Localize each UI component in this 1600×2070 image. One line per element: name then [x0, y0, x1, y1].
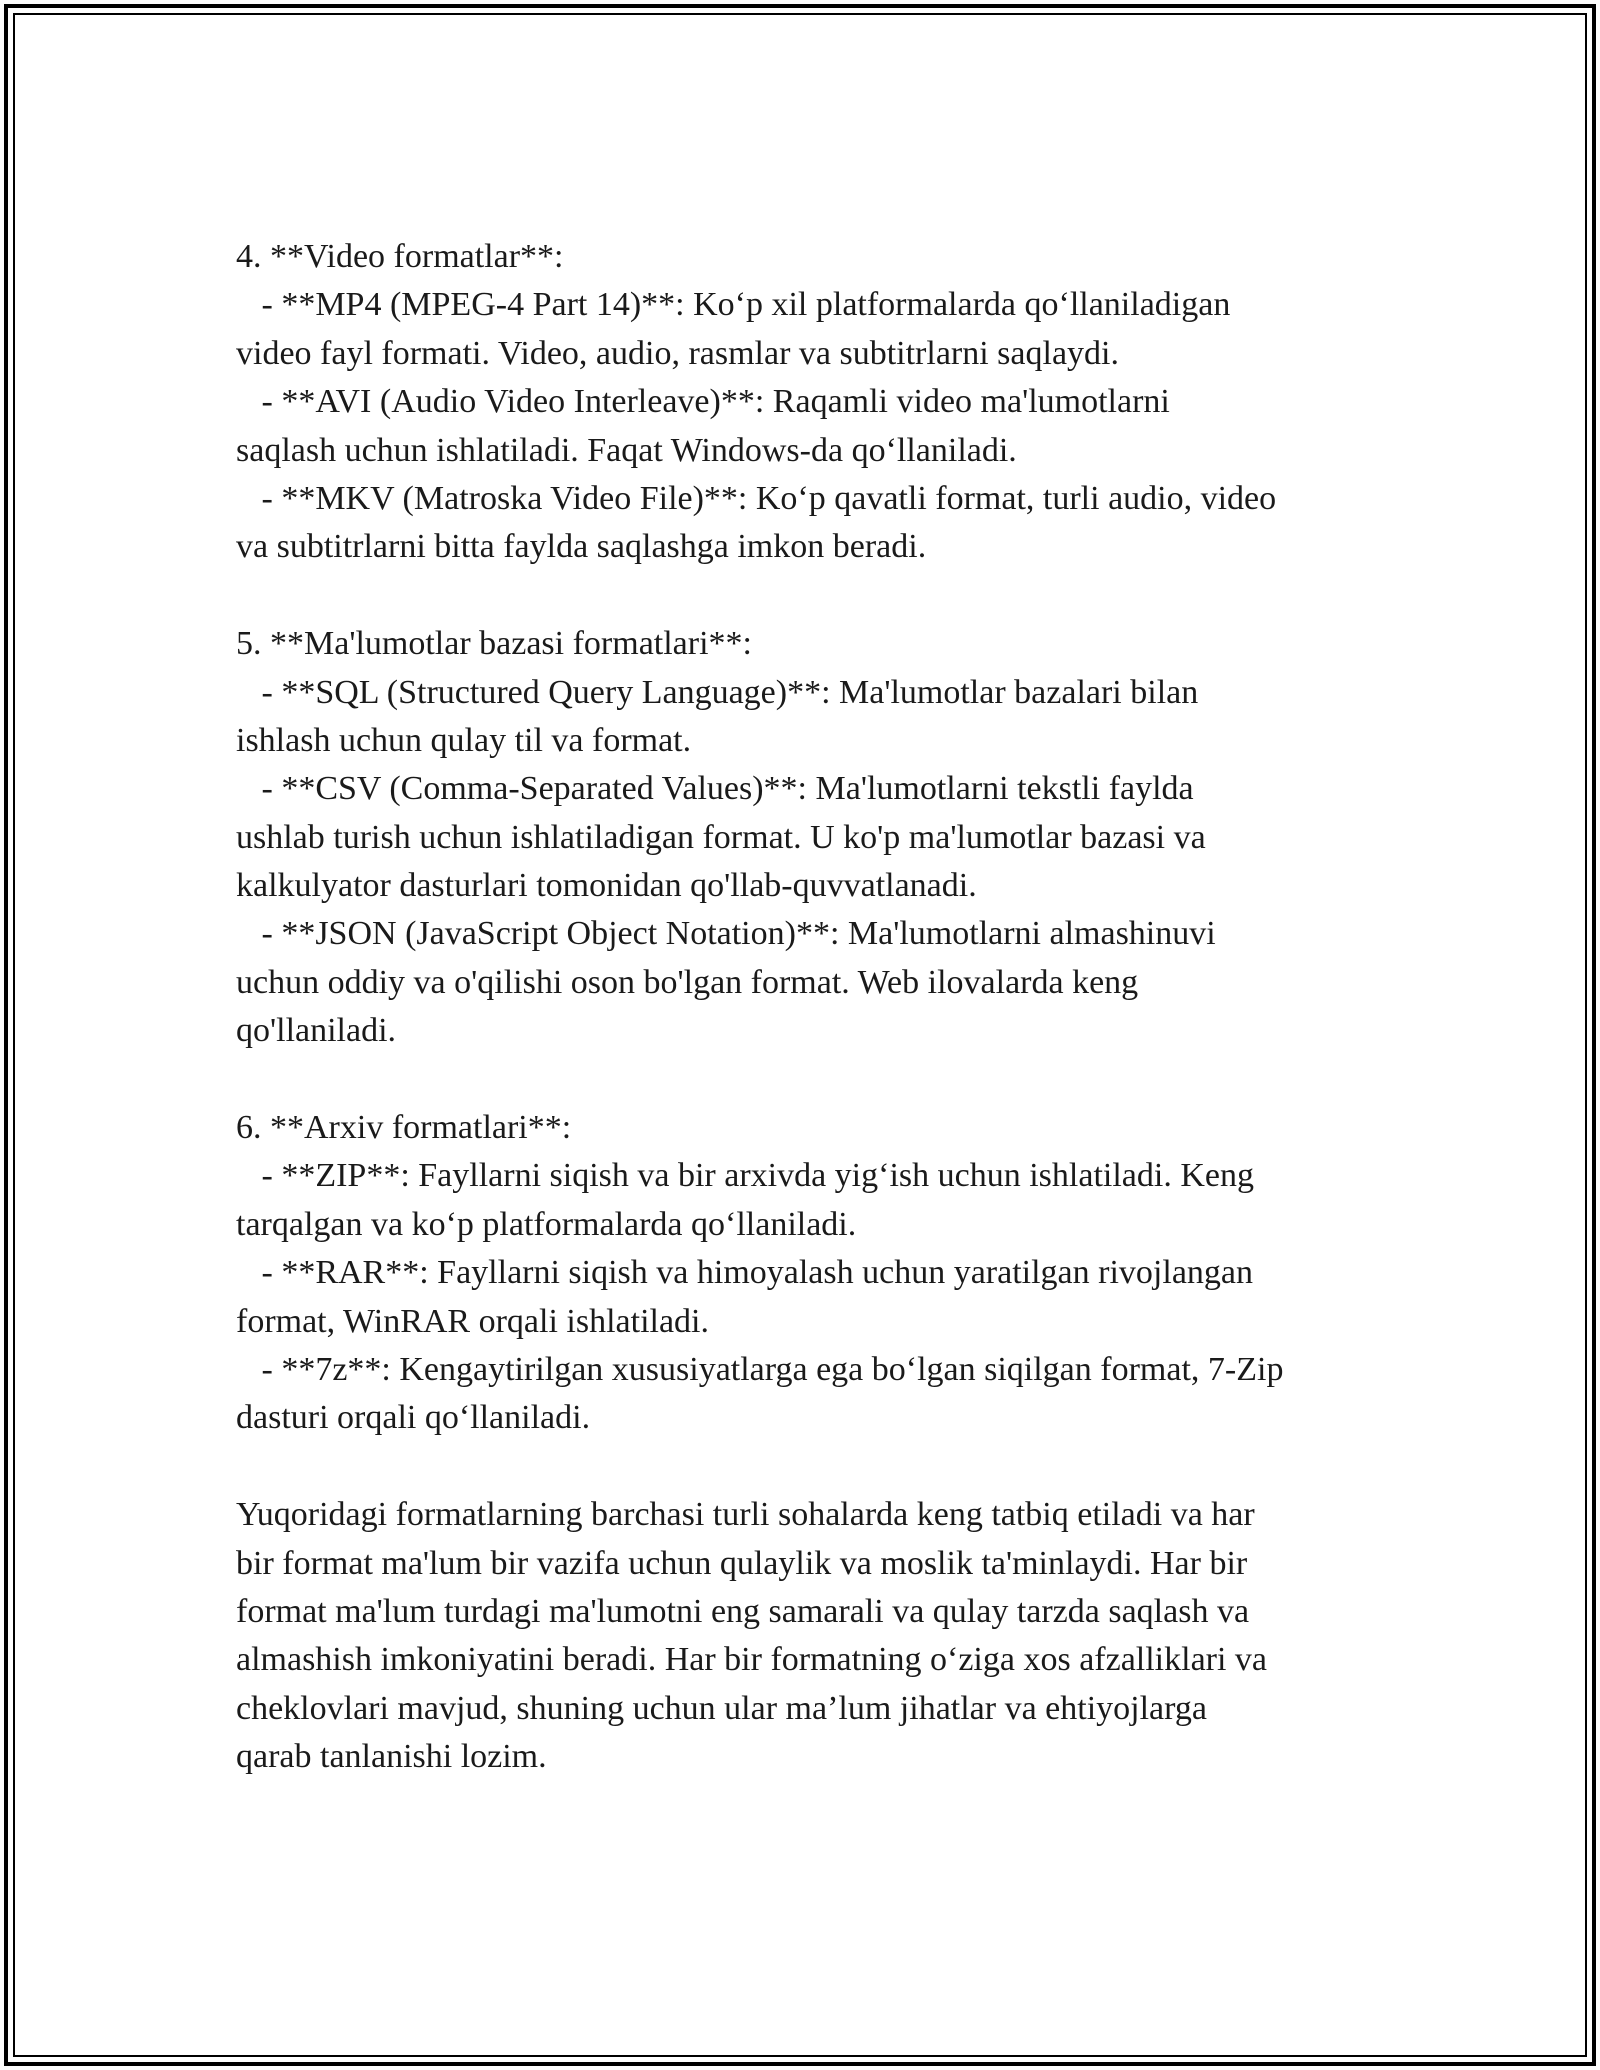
- text-line: Yuqoridagi formatlarning barchasi turli sohalarda keng tatbiq etiladi va har: [236, 1496, 1255, 1534]
- conclusion-paragraph: [236, 1491, 1376, 1781]
- list-item-avi: - **AVI (Audio Video Interleave)**: Raqamli video ma'lumotlarni: [236, 383, 1170, 421]
- section-video-formats: [236, 233, 1376, 572]
- text-line: qarab tanlanishi lozim.: [236, 1738, 547, 1776]
- text-line: video fayl formati. Video, audio, rasmlar va subtitrlarni saqlaydi.: [236, 334, 1119, 372]
- section-database-formats: [236, 620, 1376, 1056]
- text-line: uchun oddiy va o'qilishi oson bo'lgan format. Web ilovalarda keng: [236, 963, 1139, 1001]
- text-line: format ma'lum turdagi ma'lumotni eng samarali va qulay tarzda saqlash va: [236, 1592, 1250, 1630]
- text-line: va subtitrlarni bitta faylda saqlashga imkon beradi.: [236, 528, 927, 566]
- list-item-json: - **JSON (JavaScript Object Notation)**: Ma'lumotlarni almashinuvi: [236, 915, 1216, 953]
- paragraph-gap: [236, 1056, 1376, 1104]
- text-line: cheklovlari mavjud, shuning uchun ular ma’lum jihatlar va ehtiyojlarga: [236, 1689, 1207, 1727]
- list-item-rar: - **RAR**: Fayllarni siqish va himoyalash uchun yaratilgan rivojlangan: [236, 1254, 1253, 1292]
- text-line: bir format ma'lum bir vazifa uchun qulaylik va moslik ta'minlaydi. Har bir: [236, 1544, 1248, 1582]
- section-archive-formats: [236, 1104, 1376, 1443]
- section-heading: 4. **Video formatlar**:: [236, 238, 564, 275]
- text-line: ushlab turish uchun ishlatiladigan format. U ko'p ma'lumotlar bazasi va: [236, 818, 1206, 856]
- text-line: kalkulyator dasturlari tomonidan qo'llab-quvvatlanadi.: [236, 867, 977, 905]
- text-line: qo'llaniladi.: [236, 1012, 397, 1050]
- section-heading: 5. **Ma'lumotlar bazasi formatlari**:: [236, 625, 752, 663]
- list-item-csv: - **CSV (Comma-Separated Values)**: Ma'lumotlarni tekstli faylda: [236, 770, 1194, 808]
- section-heading: 6. **Arxiv formatlari**:: [236, 1109, 572, 1147]
- paragraph-gap: [236, 1443, 1376, 1491]
- list-item-mp4: - **MP4 (MPEG-4 Part 14)**: Ko‘p xil platformalarda qo‘llaniladigan: [236, 286, 1231, 324]
- paragraph-gap: [236, 572, 1376, 620]
- list-item-7z: - **7z**: Kengaytirilgan xususiyatlarga ega bo‘lgan siqilgan format, 7-Zip: [236, 1350, 1284, 1388]
- list-item-zip: - **ZIP**: Fayllarni siqish va bir arxivda yig‘ish uchun ishlatiladi. Keng: [236, 1157, 1254, 1195]
- list-item-mkv: - **MKV (Matroska Video File)**: Ko‘p qavatli format, turli audio, video: [236, 479, 1277, 517]
- text-line: ishlash uchun qulay til va format.: [236, 721, 692, 759]
- list-item-sql: - **SQL (Structured Query Language)**: Ma'lumotlar bazalari bilan: [236, 673, 1199, 711]
- text-line: tarqalgan va ko‘p platformalarda qo‘llaniladi.: [236, 1205, 857, 1243]
- text-line: saqlash uchun ishlatiladi. Faqat Windows-da qo‘llaniladi.: [236, 431, 1017, 469]
- document-body: [236, 233, 1376, 1782]
- text-line: format, WinRAR orqali ishlatiladi.: [236, 1302, 709, 1340]
- text-line: dasturi orqali qo‘llaniladi.: [236, 1399, 591, 1437]
- text-line: almashish imkoniyatini beradi. Har bir formatning o‘ziga xos afzalliklari va: [236, 1641, 1268, 1679]
